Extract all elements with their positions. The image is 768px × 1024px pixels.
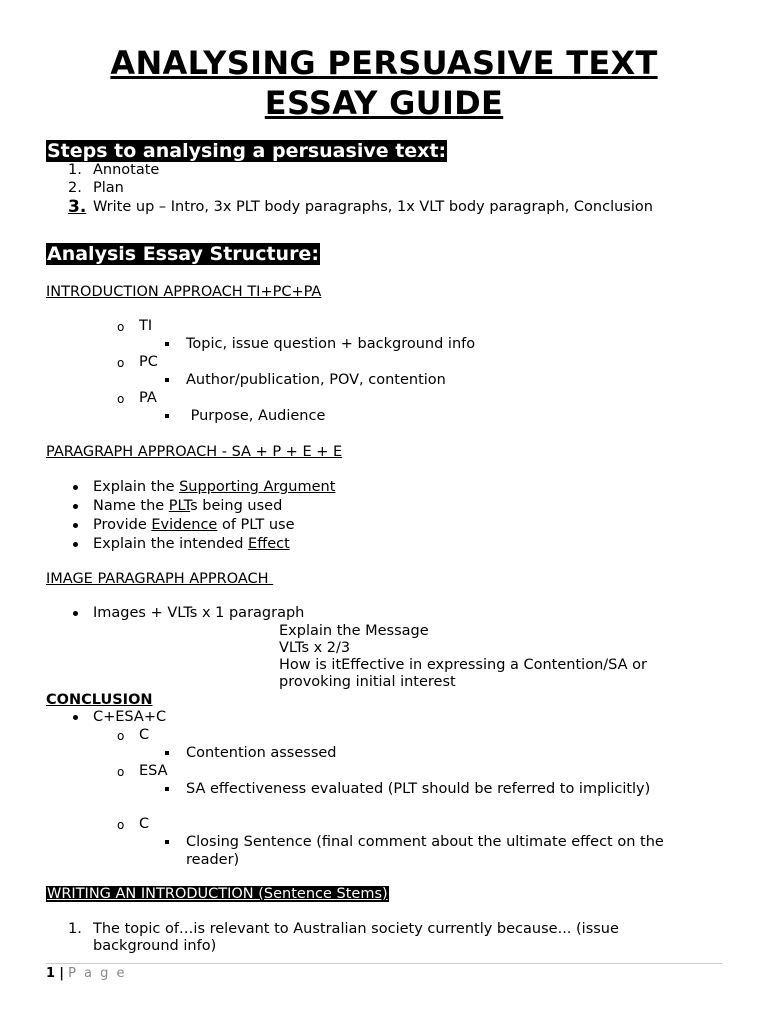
steps-heading: Steps to analysing a persuasive text:	[47, 140, 447, 162]
writing-intro-heading: WRITING AN INTRODUCTION (Sentence Stems)	[47, 886, 388, 902]
indented-line: How is itEffective in expressing a Contention/SA or	[279, 657, 647, 673]
intro-approach-heading: INTRODUCTION APPROACH TI+PC+PA	[46, 284, 322, 300]
list-item-text: Purpose, Audience	[186, 408, 326, 424]
list-item-label: PA	[139, 390, 157, 406]
list-item-text: Topic, issue question + background info	[186, 336, 476, 352]
bullet-icon	[73, 504, 78, 509]
bullet-icon	[73, 715, 78, 720]
indented-line: VLTs x 2/3	[279, 640, 351, 656]
step-text: Write up – Intro, 3x PLT body paragraphs, 1x VLT body paragraph, Conclusion	[93, 199, 653, 215]
list-item-label: PC	[139, 354, 158, 370]
list-item: Images + VLTs x 1 paragraph	[93, 605, 305, 621]
bullet-icon	[73, 611, 78, 616]
list-item: Provide Evidence of PLT use	[93, 517, 295, 533]
page-number: 1	[46, 966, 56, 981]
square-bullet-icon	[165, 840, 169, 844]
list-item-text-cont: reader)	[186, 852, 240, 868]
footer-separator: |	[59, 966, 64, 981]
step-number: 3.	[68, 197, 87, 217]
paragraph-approach-heading: PARAGRAPH APPROACH - SA + P + E + E	[46, 444, 343, 460]
page-title-line-2: ESSAY GUIDE	[264, 84, 504, 122]
step-number: 1.	[68, 162, 82, 178]
list-item-text: SA effectiveness evaluated (PLT should be referred to implicitly)	[186, 781, 651, 797]
list-item-text: Contention assessed	[186, 745, 337, 761]
list-item-text: Author/publication, POV, contention	[186, 372, 446, 388]
list-item-label: C	[139, 727, 150, 743]
list-item: C+ESA+C	[93, 709, 167, 725]
indented-line: Explain the Message	[279, 623, 429, 639]
list-item-label: TI	[139, 318, 153, 334]
bullet-icon	[73, 485, 78, 490]
square-bullet-icon	[165, 378, 169, 382]
square-bullet-icon	[165, 787, 169, 791]
circle-bullet-icon: o	[117, 392, 125, 406]
page-footer	[46, 963, 722, 981]
conclusion-heading: CONCLUSION	[46, 692, 153, 708]
step-number: 1.	[68, 921, 82, 937]
list-item: Explain the intended Effect	[93, 536, 290, 552]
page-title-line-1: ANALYSING PERSUASIVE TEXT	[110, 44, 658, 82]
circle-bullet-icon: o	[117, 818, 125, 832]
list-item: Explain the Supporting Argument	[93, 479, 336, 495]
step-number: 2.	[68, 180, 82, 196]
circle-bullet-icon: o	[117, 356, 125, 370]
structure-heading: Analysis Essay Structure:	[47, 243, 319, 265]
list-item-label: ESA	[139, 763, 168, 779]
page-label: P a g e	[68, 966, 127, 981]
step-text: Annotate	[93, 162, 160, 178]
bullet-icon	[73, 542, 78, 547]
circle-bullet-icon: o	[117, 320, 125, 334]
step-text: Plan	[93, 180, 124, 196]
indented-line: provoking initial interest	[279, 674, 456, 690]
list-item: Name the PLTs being used	[93, 498, 283, 514]
list-item-text: The topic of…is relevant to Australian society currently because... (issue	[93, 921, 619, 937]
square-bullet-icon	[165, 414, 169, 418]
square-bullet-icon	[165, 751, 169, 755]
bullet-icon	[73, 523, 78, 528]
list-item-text-cont: background info)	[93, 938, 217, 954]
image-paragraph-heading: IMAGE PARAGRAPH APPROACH	[46, 571, 274, 587]
circle-bullet-icon: o	[117, 729, 125, 743]
square-bullet-icon	[165, 342, 169, 346]
circle-bullet-icon: o	[117, 765, 125, 779]
list-item-label: C	[139, 816, 150, 832]
list-item-text: Closing Sentence (final comment about the ultimate effect on the	[186, 834, 664, 850]
